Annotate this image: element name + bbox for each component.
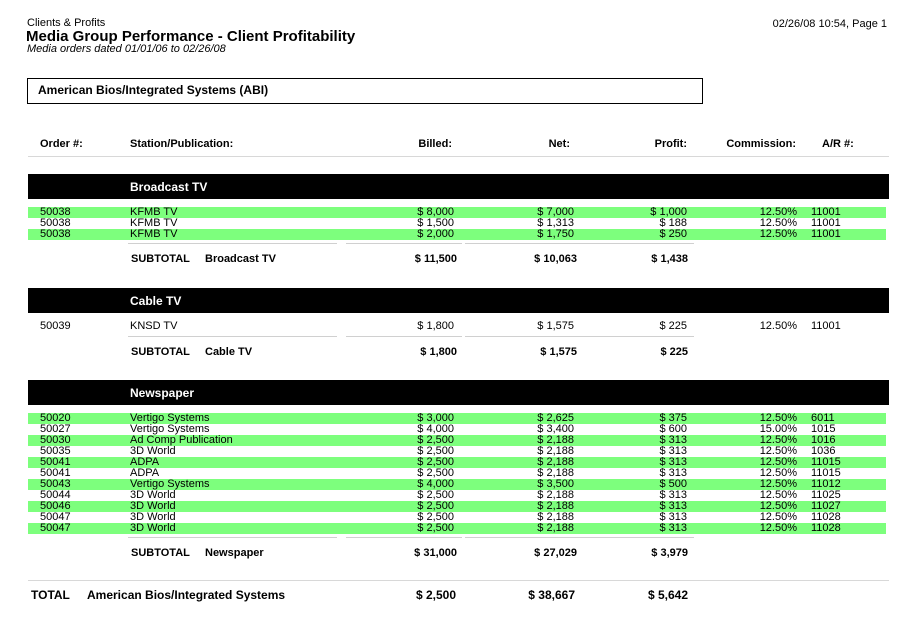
subtotal-net: $ 27,029 — [534, 547, 577, 559]
col-profit: Profit: — [654, 138, 687, 150]
cell-order: 50043 — [40, 478, 71, 490]
cell-billed: $ 2,000 — [417, 228, 454, 240]
cell-station: ADPA — [130, 456, 160, 468]
total-divider — [28, 580, 889, 581]
cell-billed: $ 2,500 — [417, 522, 454, 534]
subtotal-profit: $ 1,438 — [651, 253, 688, 265]
cell-ar: 11001 — [811, 217, 841, 229]
cell-net: $ 3,500 — [537, 478, 574, 490]
subtotal-divider — [578, 336, 694, 337]
cell-profit: $ 375 — [659, 412, 687, 424]
cell-station: 3D World — [130, 445, 176, 457]
cell-net: $ 7,000 — [537, 206, 574, 218]
cell-billed: $ 1,500 — [417, 217, 454, 229]
subtotal-label: SUBTOTAL — [131, 253, 190, 265]
cell-order: 50046 — [40, 500, 71, 512]
cell-profit: $ 500 — [659, 478, 687, 490]
table-row — [28, 229, 886, 240]
cell-commission: 12.50% — [759, 522, 797, 534]
cell-station: KFMB TV — [130, 228, 178, 240]
table-row — [28, 321, 886, 332]
cell-billed: $ 2,500 — [417, 500, 454, 512]
col-station: Station/Publication: — [130, 138, 234, 150]
cell-profit: $ 225 — [659, 320, 687, 332]
total-billed: $ 2,500 — [415, 588, 456, 602]
cell-commission: 12.50% — [759, 320, 797, 332]
cell-net: $ 1,750 — [537, 228, 574, 240]
date-page: 02/26/08 10:54, Page 1 — [772, 18, 887, 30]
cell-billed: $ 2,500 — [417, 489, 454, 501]
cell-ar: 11001 — [811, 320, 841, 332]
cell-net: $ 2,188 — [537, 445, 574, 457]
cell-commission: 12.50% — [759, 434, 797, 446]
report-title: Media Group Performance - Client Profitability — [26, 28, 356, 45]
col-order: Order #: — [40, 138, 83, 150]
cell-profit: $ 313 — [659, 511, 687, 523]
total-client-name: American Bios/Integrated Systems — [87, 588, 286, 602]
report-subtitle: Media orders dated 01/01/06 to 02/26/08 — [27, 43, 226, 55]
section-title: Broadcast TV — [130, 180, 208, 194]
cell-billed: $ 2,500 — [417, 445, 454, 457]
cell-station: 3D World — [130, 500, 176, 512]
cell-order: 50020 — [40, 412, 71, 424]
cell-profit: $ 313 — [659, 522, 687, 534]
cell-commission: 12.50% — [759, 412, 797, 424]
cell-commission: 12.50% — [759, 489, 797, 501]
cell-net: $ 3,400 — [537, 423, 574, 435]
cell-commission: 12.50% — [759, 445, 797, 457]
subtotal-profit: $ 3,979 — [651, 547, 688, 559]
cell-station: 3D World — [130, 489, 176, 501]
subtotal-divider — [128, 537, 337, 538]
subtotal-net: $ 10,063 — [534, 253, 577, 265]
subtotal-divider — [346, 537, 462, 538]
cell-profit: $ 313 — [659, 500, 687, 512]
subtotal-label: SUBTOTAL — [131, 346, 190, 358]
cell-ar: 11027 — [811, 500, 841, 512]
subtotal-divider — [346, 336, 462, 337]
cell-order: 50041 — [40, 456, 71, 468]
cell-station: ADPA — [130, 467, 160, 479]
cell-order: 50041 — [40, 467, 71, 479]
cell-commission: 12.50% — [759, 456, 797, 468]
cell-profit: $ 313 — [659, 489, 687, 501]
cell-commission: 12.50% — [759, 478, 797, 490]
cell-order: 50039 — [40, 320, 71, 332]
section-title: Newspaper — [130, 386, 195, 400]
cell-station: Vertigo Systems — [130, 412, 210, 424]
cell-billed: $ 3,000 — [417, 412, 454, 424]
client-box — [27, 78, 703, 104]
cell-net: $ 2,188 — [537, 467, 574, 479]
cell-ar: 1016 — [811, 434, 836, 446]
table-row — [28, 523, 886, 534]
cell-station: Ad Comp Publication — [130, 434, 233, 446]
subtotal-divider — [346, 243, 462, 244]
subtotal-billed: $ 1,800 — [420, 346, 457, 358]
cell-ar: 11015 — [811, 467, 841, 479]
cell-net: $ 2,188 — [537, 511, 574, 523]
col-ar: A/R #: — [822, 138, 854, 150]
cell-ar: 11001 — [811, 206, 841, 218]
subtotal-divider — [128, 336, 337, 337]
subtotal-label: SUBTOTAL — [131, 547, 190, 559]
section-header — [28, 174, 889, 199]
cell-commission: 15.00% — [759, 423, 797, 435]
col-net: Net: — [548, 138, 570, 150]
cell-billed: $ 2,500 — [417, 456, 454, 468]
cell-station: 3D World — [130, 522, 176, 534]
subtotal-divider — [128, 243, 337, 244]
cell-station: Vertigo Systems — [130, 478, 210, 490]
subtotal-profit: $ 225 — [660, 346, 688, 358]
cell-order: 50038 — [40, 217, 71, 229]
section-title: Cable TV — [130, 294, 182, 308]
cell-profit: $ 313 — [659, 445, 687, 457]
subtotal-name: Broadcast TV — [205, 253, 276, 265]
subtotal-net: $ 1,575 — [540, 346, 577, 358]
cell-station: 3D World — [130, 511, 176, 523]
cell-net: $ 2,188 — [537, 434, 574, 446]
cell-net: $ 2,188 — [537, 500, 574, 512]
cell-net: $ 2,188 — [537, 456, 574, 468]
cell-profit: $ 1,000 — [650, 206, 687, 218]
cell-ar: 11028 — [811, 522, 841, 534]
cell-profit: $ 600 — [659, 423, 687, 435]
cell-profit: $ 313 — [659, 467, 687, 479]
cell-station: KFMB TV — [130, 206, 178, 218]
section-header — [28, 288, 889, 313]
cell-billed: $ 2,500 — [417, 434, 454, 446]
client-name: American Bios/Integrated Systems (ABI) — [38, 83, 269, 97]
cell-commission: 12.50% — [759, 228, 797, 240]
cell-commission: 12.50% — [759, 500, 797, 512]
app-name: Clients & Profits — [27, 17, 106, 29]
subtotal-billed: $ 11,500 — [414, 253, 457, 265]
cell-order: 50035 — [40, 445, 71, 457]
cell-commission: 12.50% — [759, 467, 797, 479]
cell-billed: $ 8,000 — [417, 206, 454, 218]
subtotal-name: Cable TV — [205, 346, 253, 358]
header-divider — [28, 156, 889, 157]
cell-commission: 12.50% — [759, 511, 797, 523]
cell-billed: $ 4,000 — [417, 423, 454, 435]
subtotal-billed: $ 31,000 — [414, 547, 457, 559]
cell-ar: 11025 — [811, 489, 841, 501]
total-profit: $ 5,642 — [647, 588, 688, 602]
subtotal-divider — [465, 537, 581, 538]
cell-net: $ 2,188 — [537, 489, 574, 501]
cell-ar: 6011 — [811, 412, 835, 424]
cell-net: $ 1,313 — [537, 217, 574, 229]
cell-billed: $ 2,500 — [417, 467, 454, 479]
cell-order: 50038 — [40, 206, 71, 218]
total-label: TOTAL — [31, 588, 70, 602]
cell-station: KNSD TV — [130, 320, 178, 332]
cell-commission: 12.50% — [759, 217, 797, 229]
cell-order: 50027 — [40, 423, 71, 435]
cell-order: 50038 — [40, 228, 71, 240]
col-commission: Commission: — [726, 138, 796, 150]
cell-station: Vertigo Systems — [130, 423, 210, 435]
col-billed: Billed: — [418, 138, 452, 150]
cell-order: 50030 — [40, 434, 71, 446]
cell-profit: $ 313 — [659, 434, 687, 446]
cell-profit: $ 188 — [659, 217, 687, 229]
cell-net: $ 1,575 — [537, 320, 574, 332]
cell-profit: $ 250 — [659, 228, 687, 240]
cell-net: $ 2,188 — [537, 522, 574, 534]
cell-commission: 12.50% — [759, 206, 797, 218]
subtotal-name: Newspaper — [205, 547, 264, 559]
cell-net: $ 2,625 — [537, 412, 574, 424]
cell-ar: 1015 — [811, 423, 836, 435]
cell-ar: 11028 — [811, 511, 841, 523]
cell-station: KFMB TV — [130, 217, 178, 229]
cell-ar: 1036 — [811, 445, 836, 457]
subtotal-divider — [578, 243, 694, 244]
cell-order: 50047 — [40, 511, 71, 523]
cell-billed: $ 2,500 — [417, 511, 454, 523]
cell-ar: 11015 — [811, 456, 841, 468]
cell-billed: $ 1,800 — [417, 320, 454, 332]
cell-order: 50044 — [40, 489, 71, 501]
total-net: $ 38,667 — [528, 588, 575, 602]
section-header — [28, 380, 889, 405]
subtotal-divider — [465, 243, 581, 244]
subtotal-divider — [578, 537, 694, 538]
subtotal-divider — [465, 336, 581, 337]
cell-order: 50047 — [40, 522, 71, 534]
cell-billed: $ 4,000 — [417, 478, 454, 490]
cell-ar: 11001 — [811, 228, 841, 240]
cell-profit: $ 313 — [659, 456, 687, 468]
cell-ar: 11012 — [811, 478, 841, 490]
